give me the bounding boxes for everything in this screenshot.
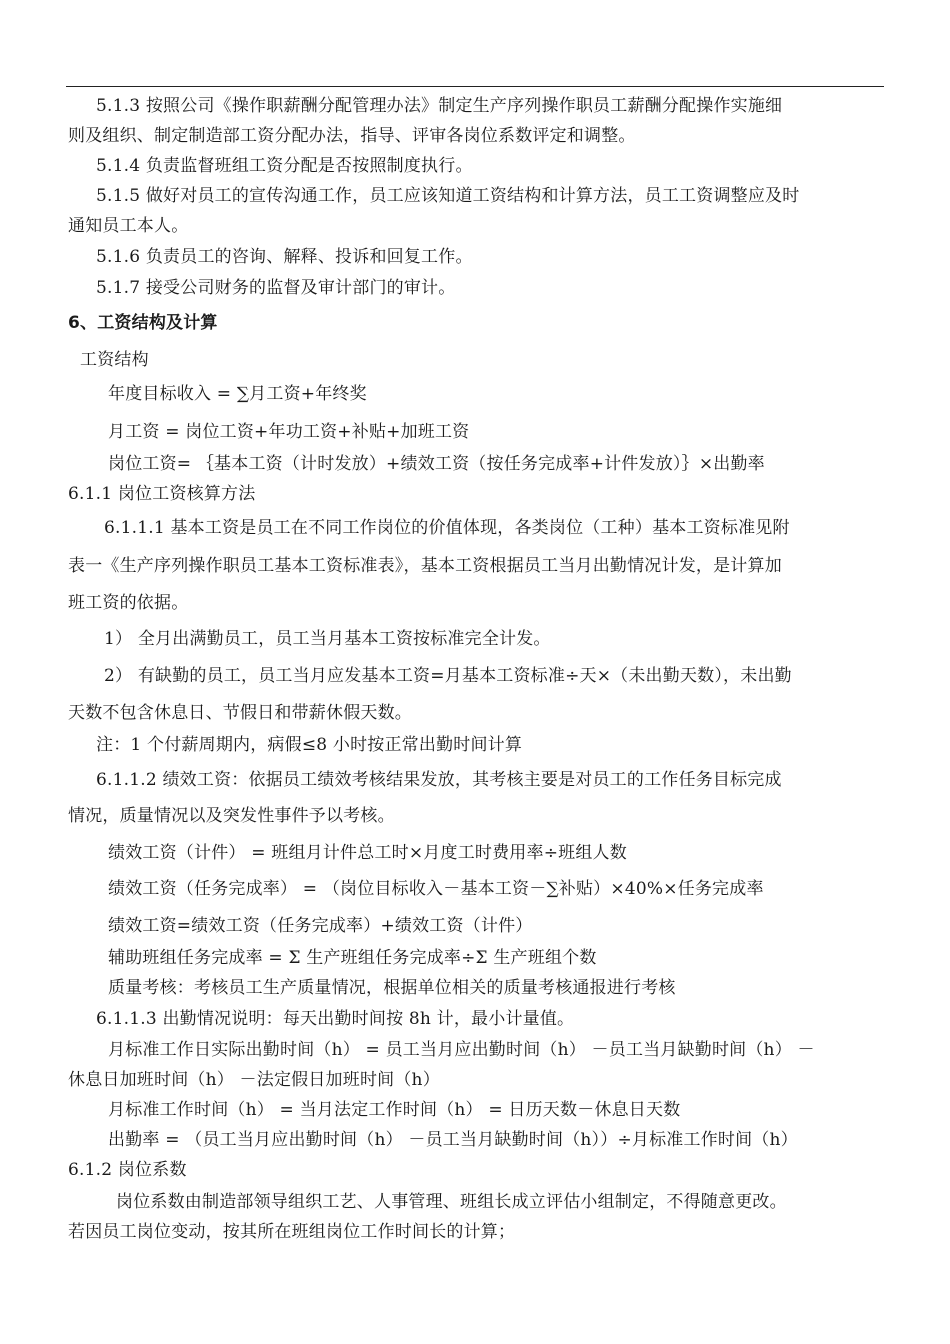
para-6-1-2-line2: 若因员工岗位变动，按其所在班组岗位工作时间长的计算； [68,1222,516,1242]
para-5-1-4: 5.1.4 负责监督班组工资分配是否按照制度执行。 [96,156,473,176]
formula-monthly-wage: 月工资 = 岗位工资+年功工资+补贴+加班工资 [108,422,470,442]
item-2-absence-line1: 2） 有缺勤的员工，员工当月应发基本工资=月基本工资标准÷天×（未出勤天数），未出勤 [104,666,792,686]
para-5-1-7: 5.1.7 接受公司财务的监督及审计部门的审计。 [96,278,456,298]
formula-task-completion-performance: 绩效工资（任务完成率） = （岗位目标收入－基本工资－∑补贴）×40%×任务完成率 [108,879,764,899]
formula-annual-income: 年度目标收入 = ∑月工资+年终奖 [108,384,367,404]
para-6-1-1-1-line2: 表一《生产序列操作职员工基本工资标准表》，基本工资根据员工当月出勤情况计发，是计算加 [68,556,782,576]
note-sick-leave: 注：1 个付薪周期内，病假≤8 小时按正常出勤时间计算 [96,735,523,755]
heading-6-1-2: 6.1.2 岗位系数 [68,1160,187,1180]
formula-attendance-rate: 出勤率 = （员工当月应出勤时间（h） －员工当月缺勤时间（h））÷月标准工作时间（h） [108,1130,798,1150]
para-5-1-6: 5.1.6 负责员工的咨询、解释、投诉和回复工作。 [96,247,473,267]
item-2-absence-line2: 天数不包含休息日、节假日和带薪休假天数。 [68,703,412,723]
formula-auxiliary-completion-rate: 辅助班组任务完成率 = Σ 生产班组任务完成率÷Σ 生产班组个数 [108,948,597,968]
para-6-1-1-1-line3: 班工资的依据。 [68,593,189,613]
formula-actual-attendance-line2: 休息日加班时间（h） －法定假日加班时间（h） [68,1070,440,1090]
para-5-1-5-line1: 5.1.5 做好对员工的宣传沟通工作，员工应该知道工资结构和计算方法，员工工资调整应及时 [96,186,800,206]
para-5-1-5-line2: 通知员工本人。 [68,216,189,236]
header-rule [66,86,884,87]
para-5-1-3-line1: 5.1.3 按照公司《操作职薪酬分配管理办法》制定生产序列操作职员工薪酬分配操作实施细 [96,96,783,116]
section-6-heading: 6、工资结构及计算 [68,313,218,333]
item-1-full-attendance: 1） 全月出满勤员工，员工当月基本工资按标准完全计发。 [104,629,551,649]
para-6-1-1-2-line2: 情况，质量情况以及突发性事件予以考核。 [68,806,395,826]
quality-assessment: 质量考核：考核员工生产质量情况，根据单位相关的质量考核通报进行考核 [108,978,676,998]
para-6-1-2-line1: 岗位系数由制造部领导组织工艺、人事管理、班组长成立评估小组制定，不得随意更改。 [116,1192,787,1212]
formula-position-wage: 岗位工资= ｛基本工资（计时发放）+绩效工资（按任务完成率+计件发放）｝×出勤率 [108,454,765,474]
formula-actual-attendance-line1: 月标准工作日实际出勤时间（h） = 员工当月应出勤时间（h） －员工当月缺勤时间（h） － [108,1040,815,1060]
formula-standard-work-time: 月标准工作时间（h） = 当月法定工作时间（h） = 日历天数－休息日天数 [108,1100,681,1120]
heading-6-1-1: 6.1.1 岗位工资核算方法 [68,484,256,504]
para-5-1-3-line2: 则及组织、制定制造部工资分配办法，指导、评审各岗位系数评定和调整。 [68,126,636,146]
wage-structure-label: 工资结构 [80,350,149,370]
formula-piecework-performance: 绩效工资（计件） = 班组月计件总工时×月度工时费用率÷班组人数 [108,843,627,863]
para-6-1-1-3: 6.1.1.3 出勤情况说明：每天出勤时间按 8h 计，最小计量值。 [96,1009,575,1029]
para-6-1-1-1-line1: 6.1.1.1 基本工资是员工在不同工作岗位的价值体现，各类岗位（工种）基本工资标准见附 [104,518,790,538]
formula-total-performance: 绩效工资=绩效工资（任务完成率）+绩效工资（计件） [108,916,533,936]
para-6-1-1-2-line1: 6.1.1.2 绩效工资：依据员工绩效考核结果发放，其考核主要是对员工的工作任务目标完成 [96,770,782,790]
